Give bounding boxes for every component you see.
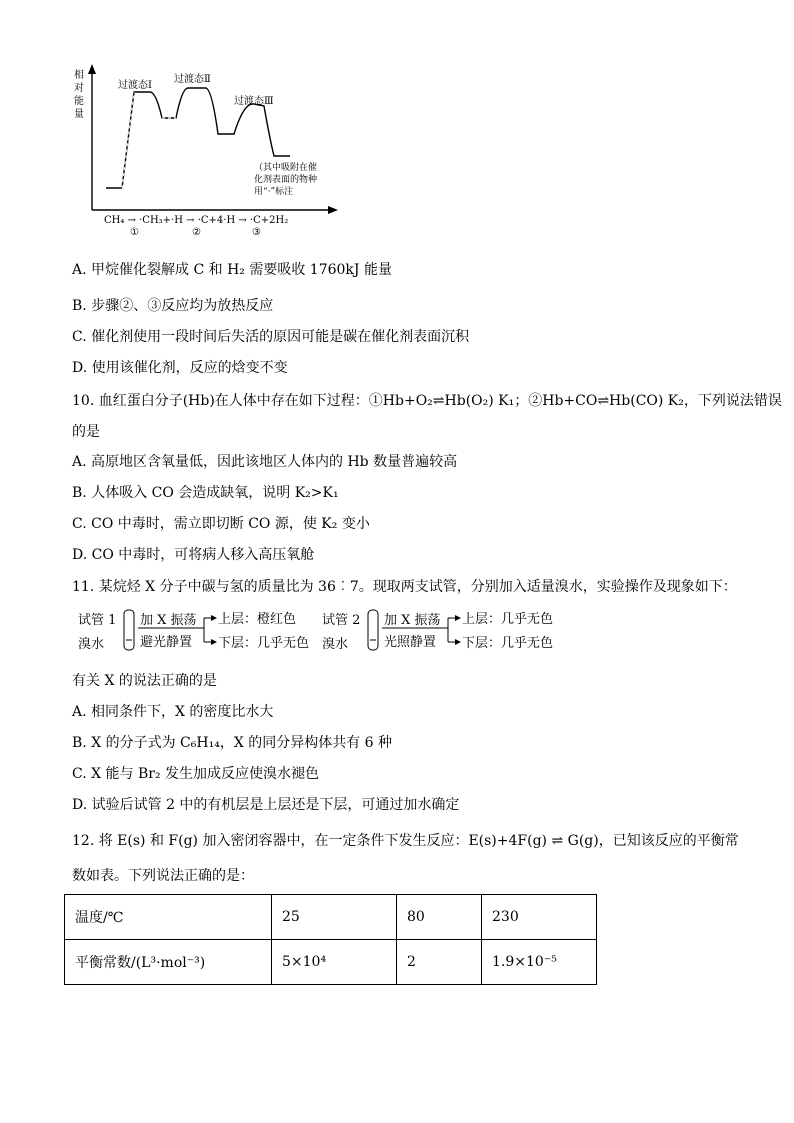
table-cell: 5×10⁴ <box>272 940 397 985</box>
q12-stem-2: 数如表。下列说法正确的是： <box>72 868 254 884</box>
tube1-arrowhead-up <box>211 615 217 621</box>
y-label-2: 对 <box>74 83 84 94</box>
table-row <box>65 940 597 985</box>
table-cell: 1.9×10⁻⁵ <box>482 940 597 985</box>
test-tube-diagram <box>72 606 572 658</box>
q9-option-b: B. 步骤②、③反应均为放热反应 <box>72 298 274 314</box>
q10-stem-1: 10. 血红蛋白分子(Hb)在人体中存在如下过程：①Hb+O₂⇌Hb(O₂) K₁；②Hb+CO⇌Hb(CO) K₂，下列说法错误 <box>72 393 782 409</box>
tube2-op2: 光照静置 <box>384 635 437 650</box>
table-cell: 温度/℃ <box>65 895 272 940</box>
q11-stem: 11. 某烷烃 X 分子中碳与氢的质量比为 36︰7。现取两支试管，分别加入适量溴水，实验操作及现象如下： <box>72 579 737 595</box>
tube1-op2: 避光静置 <box>140 635 193 650</box>
q12-stem-1: 12. 将 E(s) 和 F(g) 加入密闭容器中，在一定条件下发生反应：E(s)+4F(g) ⇌ G(g)，已知该反应的平衡常 <box>72 833 739 849</box>
table-cell: 平衡常数/(L³·mol⁻³) <box>65 940 272 985</box>
q10-option-a: A. 高原地区含氧量低，因此该地区人体内的 Hb 数量普遍较高 <box>72 454 458 470</box>
tube1-upper: 上层：橙红色 <box>218 612 297 627</box>
y-label-3: 能 <box>74 96 84 107</box>
q11-option-b: B. X 的分子式为 C₆H₁₄，X 的同分异构体共有 6 种 <box>72 735 393 751</box>
q11-option-c: C. X 能与 Br₂ 发生加成反应使溴水褪色 <box>72 766 320 782</box>
q10-option-b: B. 人体吸入 CO 会造成缺氧，说明 K₂>K₁ <box>72 485 339 501</box>
tube2-arrowhead-down <box>455 639 461 645</box>
y-label-1: 相 <box>74 70 84 81</box>
table-cell: 25 <box>272 895 397 940</box>
q9-option-d: D. 使用该催化剂，反应的焓变不变 <box>72 360 288 376</box>
q9-option-c: C. 催化剂使用一段时间后失活的原因可能是碳在催化剂表面沉积 <box>72 329 470 345</box>
q11-lead: 有关 X 的说法正确的是 <box>72 673 217 689</box>
table-cell: 2 <box>397 940 482 985</box>
test-tube-1 <box>124 610 134 650</box>
q10-option-d: D. CO 中毒时，可将病人移入高压氧舱 <box>72 547 315 563</box>
note-line-1: （其中吸附在催 <box>254 163 318 173</box>
q10-stem-2: 的是 <box>72 424 100 440</box>
tube1-sub: 溴水 <box>78 637 105 652</box>
note-line-2: 化剂表面的物种 <box>254 175 318 185</box>
ts2-label: 过渡态Ⅱ <box>174 74 211 85</box>
y-axis-arrow <box>88 64 96 74</box>
ts3-label: 过渡态Ⅲ <box>234 96 274 107</box>
q11-option-d: D. 试验后试管 2 中的有机层是上层还是下层，可通过加水确定 <box>72 797 460 813</box>
dash-overlay <box>122 92 176 188</box>
q11-option-a: A. 相同条件下，X 的密度比水大 <box>72 704 274 720</box>
table-cell: 230 <box>482 895 597 940</box>
tube2-upper: 上层：几乎无色 <box>462 612 554 627</box>
ts1-label: 过渡态Ⅰ <box>118 80 152 91</box>
step-3: ③ <box>252 227 261 238</box>
tube2-label: 试管 2 <box>322 613 361 628</box>
tube1-lower: 下层：几乎无色 <box>218 636 310 651</box>
step-1: ① <box>130 227 139 238</box>
q10-option-c: C. CO 中毒时，需立即切断 CO 源，使 K₂ 变小 <box>72 516 370 532</box>
q9-option-a: A. 甲烷催化裂解成 C 和 H₂ 需要吸收 1760kJ 能量 <box>72 262 392 278</box>
x-equation: CH₄ → ·CH₃+·H → ·C+4·H → ·C+2H₂ <box>104 215 289 226</box>
energy-diagram <box>70 60 350 240</box>
tube1-label: 试管 1 <box>78 613 117 628</box>
tube2-lower: 下层：几乎无色 <box>462 636 554 651</box>
tube1-arrowhead-down <box>211 639 217 645</box>
table-row <box>65 895 597 940</box>
equilibrium-table <box>64 894 597 985</box>
tube2-arrowhead-up <box>455 615 461 621</box>
tube2-sub: 溴水 <box>322 637 349 652</box>
table-cell: 80 <box>397 895 482 940</box>
step-2: ② <box>192 227 201 238</box>
test-tube-2 <box>368 610 378 650</box>
tube2-op1: 加 X 振荡 <box>384 613 441 628</box>
y-label-4: 量 <box>74 109 84 120</box>
x-axis-arrow <box>328 206 338 214</box>
tube1-op1: 加 X 振荡 <box>140 613 197 628</box>
note-line-3: 用“·”标注 <box>254 187 294 197</box>
